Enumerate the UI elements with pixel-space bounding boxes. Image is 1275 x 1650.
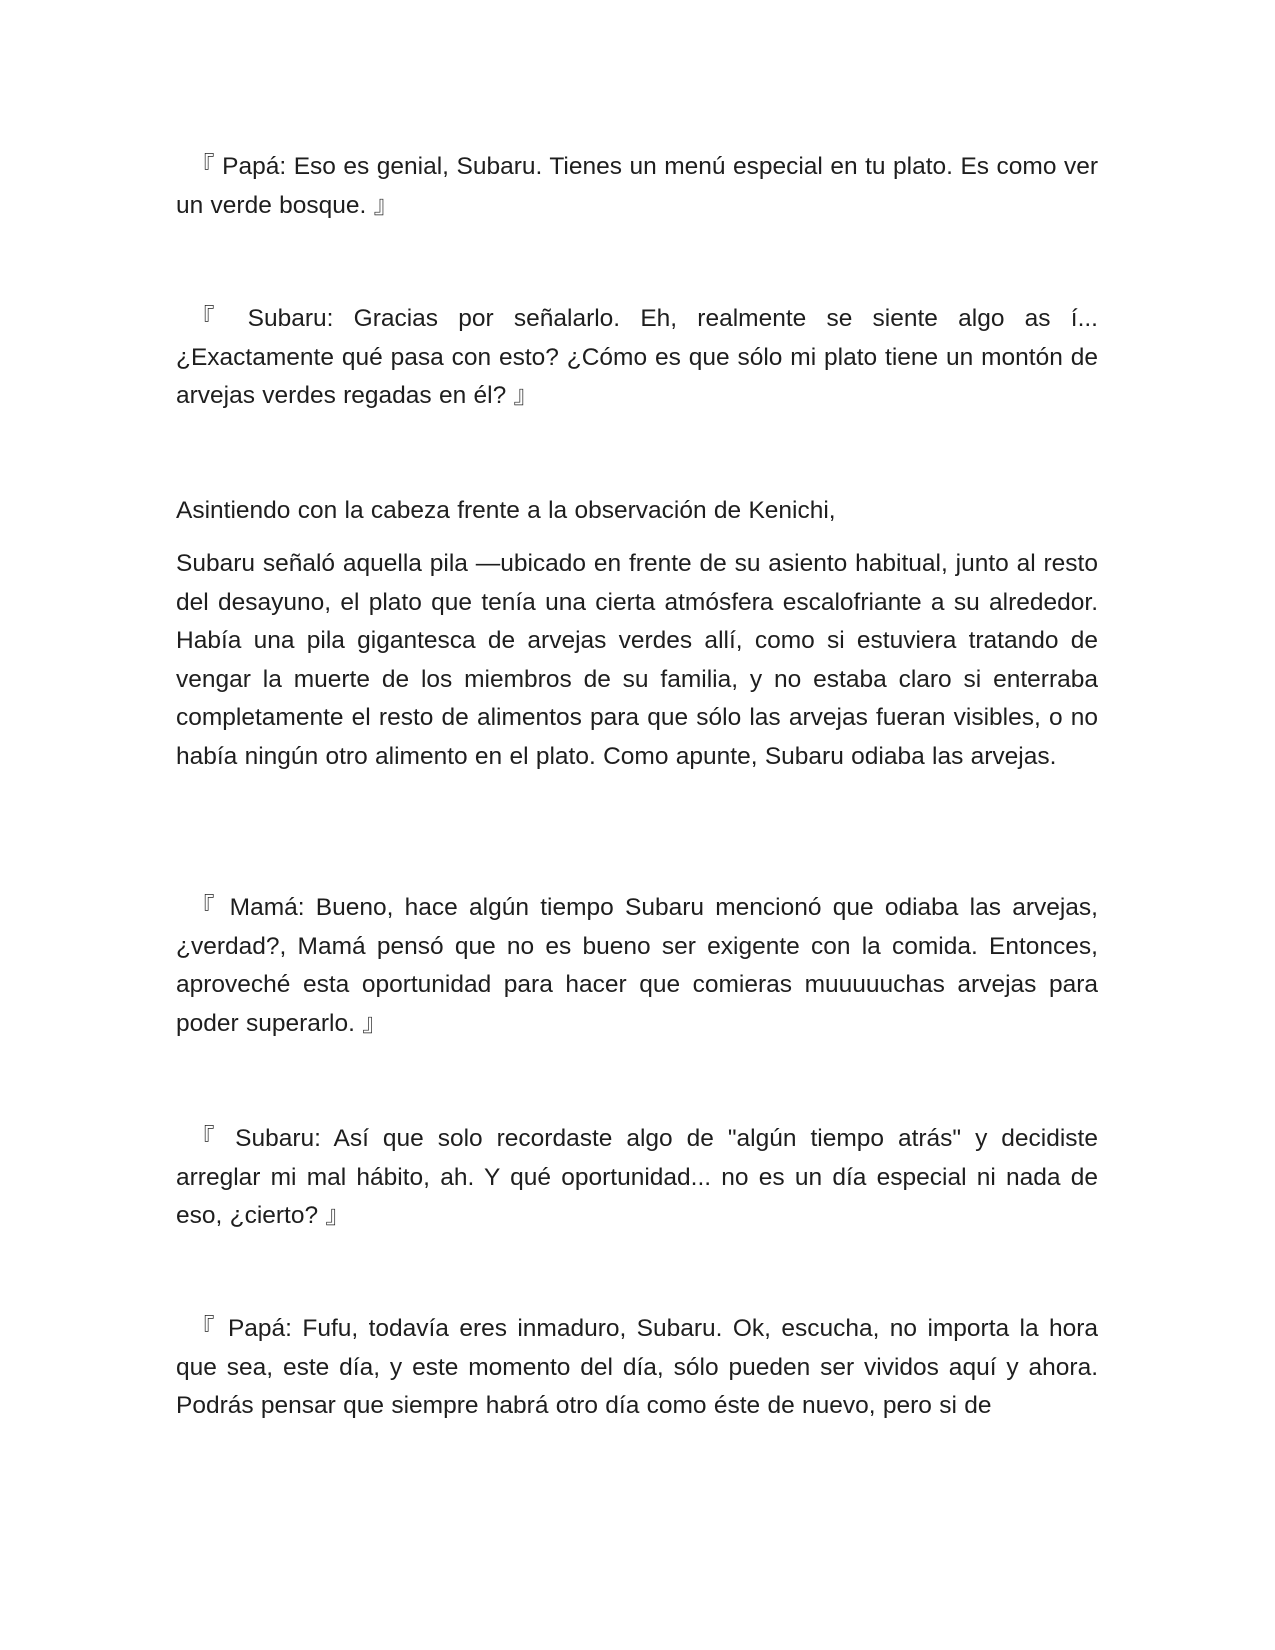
narration-paragraph-1: Asintiendo con la cabeza frente a la observación de Kenichi, [176,497,836,524]
dialogue-papa-2: 『 Papá: Fufu, todavía eres inmaduro, Subaru. Ok, escucha, no importa la hora que sea, este día, y este momento del día, sólo pueden ser vividos aquí y ahora. Podrás pensar que siempre habrá otro día como éste de nuevo, pero si de [176,1315,1098,1419]
dialogue-mama-1: 『 Mamá: Bueno, hace algún tiempo Subaru mencionó que odiaba las arvejas, ¿verdad?, Mamá pensó que no es bueno ser exigente con la comida. Entonces, aproveché esta oportunidad para hacer que comieras muuuuuchas arvejas para poder superarlo. 』 [176,894,1098,1037]
dialogue-subaru-2: 『 Subaru: Así que solo recordaste algo de "algún tiempo atrás" y decidiste arreglar mi mal hábito, ah. Y qué oportunidad... no es un día especial ni nada de eso, ¿cierto? 』 [176,1125,1098,1229]
narration-paragraph-2: Subaru señaló aquella pila —ubicado en frente de su asiento habitual, junto al resto del desayuno, el plato que tenía una cierta atmósfera escalofriante a su alrededor. Había una pila gigantesca de arvejas verdes allí, como si estuviera tratando de vengar la muerte de los miembros de su familia, y no estaba claro si enterraba completamente el resto de alimentos para que sólo las arvejas fueran visibles, o no había ningún otro alimento en el plato. Como apunte, Subaru odiaba las arvejas. [176,550,1098,770]
document-page [176,0,1098,1650]
dialogue-subaru-1: 『 Subaru: Gracias por señalarlo. Eh, realmente se siente algo as í... ¿Exactamente qué pasa con esto? ¿Cómo es que sólo mi plato tiene un montón de arvejas verdes regadas en él? 』 [176,305,1098,409]
dialogue-papa-1: 『 Papá: Eso es genial, Subaru. Tienes un menú especial en tu plato. Es como ver un verde bosque. 』 [176,153,1098,219]
